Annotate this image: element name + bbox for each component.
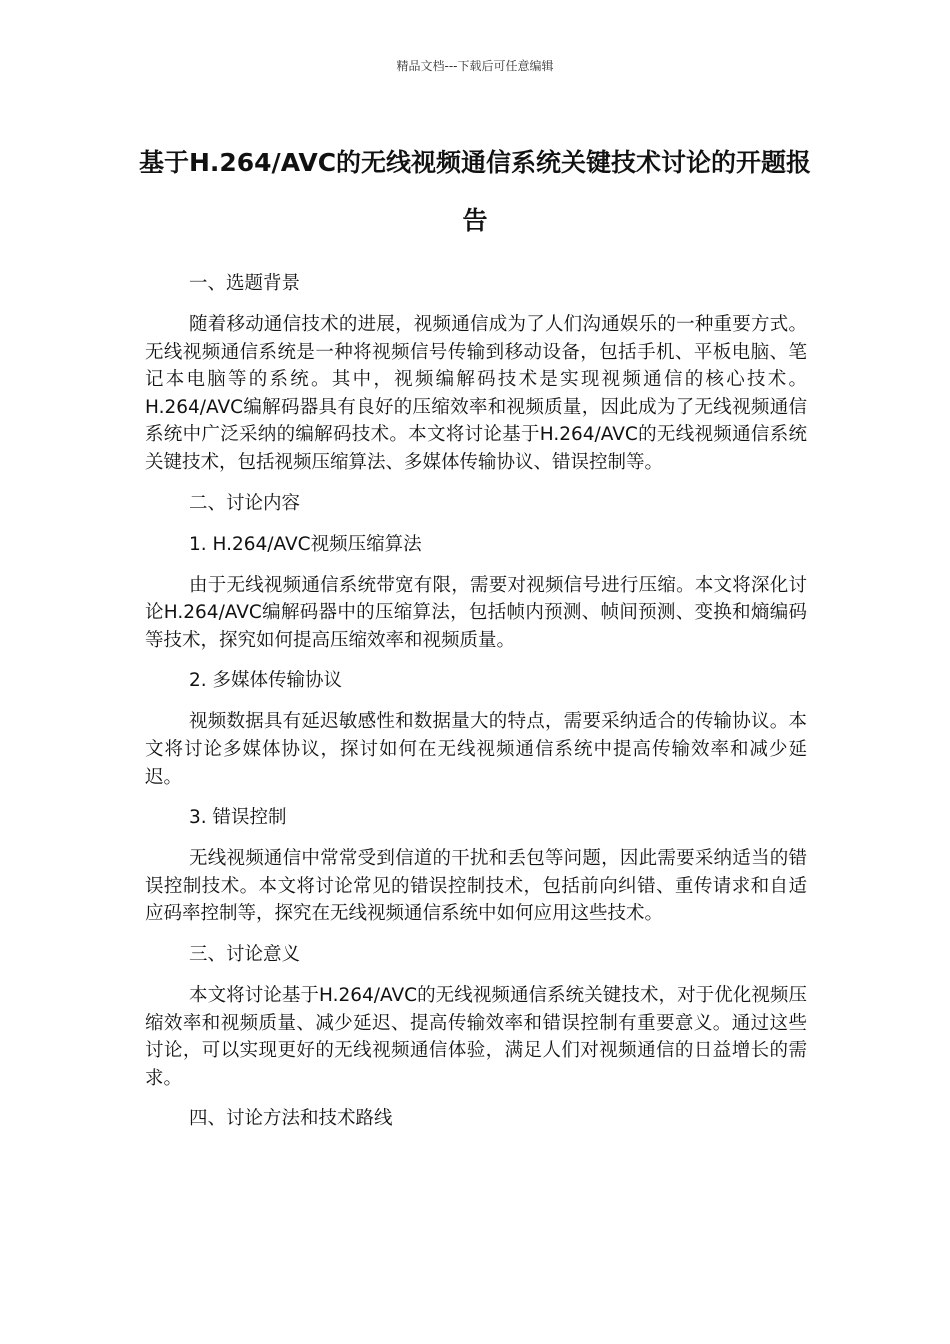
section-heading-methods: 四、讨论方法和技术路线: [189, 1108, 393, 1130]
header-note: 精品文档---下载后可任意编辑: [396, 59, 554, 73]
section-heading-significance: 三、讨论意义: [189, 943, 301, 965]
document-title: 基于H.264/AVC的无线视频通信系统关键技术讨论的开题报告: [138, 148, 812, 235]
paragraph-significance: 本文将讨论基于H.264/AVC的无线视频通信系统关键技术，对于优化视频压缩效率和视频质量、减少延迟、提高传输效率和错误控制有重要意义。通过这些讨论，可以实现更好的无线视频通信体验，满足人们对视频通信的日益增长的需求。: [145, 984, 807, 1089]
section-heading-background: 一、选题背景: [189, 273, 301, 294]
paragraph-compression: 由于无线视频通信系统带宽有限，需要对视频信号进行压缩。本文将深化讨论H.264/AVC编解码器中的压缩算法，包括帧内预测、帧间预测、变换和熵编码等技术，探究如何提高压缩效率和视频质量。: [145, 574, 807, 651]
paragraph-background: 随着移动通信技术的进展，视频通信成为了人们沟通娱乐的一种重要方式。无线视频通信系统是一种将视频信号传输到移动设备，包括手机、平板电脑、笔记本电脑等的系统。其中，视频编解码技术是实现视频通信的核心技术。H.264/AVC编解码器具有良好的压缩效率和视频质量，因此成为了无线视频通信系统中广泛采纳的编解码技术。本文将讨论基于H.264/AVC的无线视频通信系统关键技术，包括视频压缩算法、多媒体传输协议、错误控制等。: [145, 314, 807, 473]
section-heading-content: 二、讨论内容: [189, 492, 301, 514]
subsection-heading-compression: 1. H.264/AVC视频压缩算法: [189, 533, 422, 555]
document-body: [145, 270, 807, 1133]
subsection-heading-transport: 2. 多媒体传输协议: [189, 670, 343, 692]
paragraph-transport: 视频数据具有延迟敏感性和数据量大的特点，需要采纳适合的传输协议。本文将讨论多媒体协议，探讨如何在无线视频通信系统中提高传输效率和减少延迟。: [145, 711, 807, 788]
paragraph-error-control: 无线视频通信中常常受到信道的干扰和丢包等问题，因此需要采纳适当的错误控制技术。本文将讨论常见的错误控制技术，包括前向纠错、重传请求和自适应码率控制等，探究在无线视频通信系统中如何应用这些技术。: [145, 848, 807, 925]
subsection-heading-error-control: 3. 错误控制: [189, 807, 287, 829]
